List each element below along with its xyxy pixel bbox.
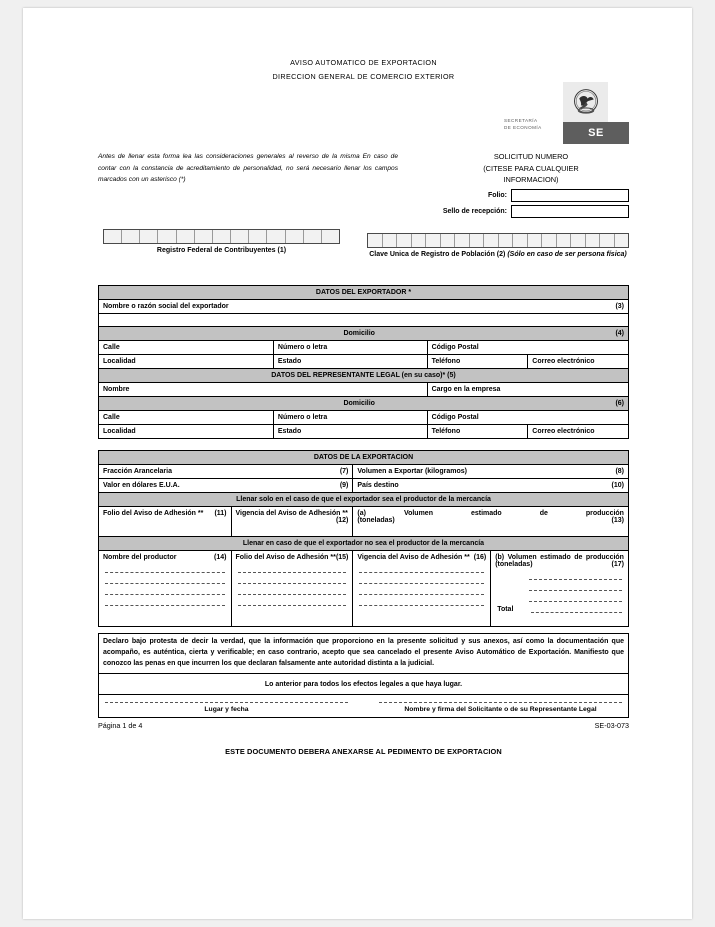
character-cell[interactable] — [441, 234, 456, 247]
representante-codigo-postal[interactable]: Código Postal — [427, 411, 628, 425]
productor-si-band: Llenar solo en el caso de que el exportador sea el productor de la mercancía — [99, 493, 629, 507]
exportador-estado[interactable]: Estado — [273, 355, 427, 369]
exportador-nombre-label — [99, 300, 629, 314]
lugar-fecha-caption: Lugar y fecha — [204, 705, 249, 713]
character-cell[interactable] — [249, 230, 267, 243]
volumen-num: (8) — [615, 468, 624, 476]
volumen-exportar[interactable] — [353, 465, 629, 479]
productor-no-nombre-num: (14) — [214, 554, 227, 562]
productor-no-folio-num: (15) — [335, 554, 349, 562]
sello-input[interactable] — [511, 205, 629, 218]
solicitud-block — [433, 151, 629, 217]
rfc-block — [103, 229, 340, 255]
lugar-fecha-block — [105, 702, 348, 716]
exportador-codigo-postal[interactable]: Código Postal — [427, 341, 628, 355]
representante-band: DATOS DEL REPRESENTANTE LEGAL (en su caso)* (5) — [99, 369, 629, 383]
character-cell[interactable] — [267, 230, 285, 243]
write-line[interactable] — [238, 575, 347, 584]
agency-caption-line2: DE ECONOMÍA — [504, 124, 542, 130]
curp-caption — [367, 250, 629, 259]
character-cell[interactable] — [600, 234, 615, 247]
character-cell[interactable] — [397, 234, 412, 247]
exportador-nombre-input[interactable] — [99, 314, 629, 327]
mexican-coat-of-arms-icon — [563, 82, 608, 122]
representante-nombre[interactable]: Nombre — [99, 383, 428, 397]
productor-si-volumen-headline — [357, 510, 624, 517]
character-cell[interactable] — [368, 234, 383, 247]
productor-si-volumen-marker: (a) — [357, 510, 366, 518]
productor-no-volumen-lines[interactable] — [495, 571, 624, 602]
exportador-telefono[interactable]: Teléfono — [427, 355, 528, 369]
representante-calle[interactable]: Calle — [99, 411, 274, 425]
productor-no-total-row — [497, 604, 622, 613]
character-cell[interactable] — [455, 234, 470, 247]
form-code: SE-03-073 — [594, 721, 629, 731]
exportador-domicilio-text: Domicilio — [343, 330, 375, 338]
character-cell[interactable] — [158, 230, 176, 243]
curp-block — [367, 233, 629, 259]
productor-no-vigencia-lines[interactable] — [357, 564, 486, 606]
character-cell[interactable] — [304, 230, 322, 243]
character-cell[interactable] — [140, 230, 158, 243]
character-cell[interactable] — [557, 234, 572, 247]
character-cell[interactable] — [412, 234, 427, 247]
exportador-domicilio-num: (4) — [615, 330, 624, 338]
lugar-fecha-input[interactable] — [105, 702, 348, 703]
page-number: Página 1 de 4 — [98, 721, 143, 731]
document-title-line2: DIRECCION GENERAL DE COMERCIO EXTERIOR — [272, 71, 455, 81]
fraccion-arancelaria[interactable] — [99, 465, 353, 479]
exportador-table — [98, 285, 629, 439]
productor-no-volumen-w2: estimado — [540, 554, 571, 562]
productor-no-folio-label: Folio del Aviso de Adhesión ** — [235, 554, 336, 562]
sello-label: Sello de recepción: — [442, 207, 507, 215]
solicitud-title-line1: SOLICITUD NUMERO — [493, 152, 569, 162]
productor-si-volumen-w1: Volumen — [403, 510, 433, 518]
document-header — [98, 56, 629, 83]
declaration-effects: Lo anterior para todos los efectos legales a que haya lugar. — [99, 673, 629, 694]
productor-si-volumen-num: (13) — [611, 517, 624, 525]
declaration-text: Declaro bajo protesta de decir la verdad, que la información que proporciono en la presente solicitud y sus anexos, así como la documentación que acompaño, es auténtica, cierta y verificable; en caso contrario, acepto que sea cancelado el presente Aviso Automático de Exportación. Manifiesto que conozco las penas en que incurren los que declaran falsamente ante autoridad distinta a la judicial. — [99, 634, 629, 674]
page-footer — [98, 721, 629, 730]
productor-no-volumen-w4: producción — [585, 554, 624, 562]
agency-caption — [504, 118, 570, 132]
exportacion-band: DATOS DE LA EXPORTACION — [99, 451, 629, 465]
exportador-nombre-text: Nombre o razón social del exportador — [103, 303, 229, 311]
exportador-domicilio-band — [99, 327, 629, 341]
productor-no-total-input[interactable] — [531, 604, 622, 613]
bottom-notice: ESTE DOCUMENTO DEBERA ANEXARSE AL PEDIMENTO DE EXPORTACION — [225, 747, 502, 757]
write-line[interactable] — [359, 586, 484, 595]
character-cell[interactable] — [426, 234, 441, 247]
productor-no-nombre-lines[interactable] — [103, 564, 227, 606]
productor-si-vigencia-label: Vigencia del Aviso de Adhesión ** — [235, 510, 348, 518]
exportador-localidad[interactable]: Localidad — [99, 355, 274, 369]
valor-num: (9) — [339, 482, 349, 490]
productor-no-volumen-headline — [495, 554, 624, 561]
exportador-correo[interactable]: Correo electrónico — [528, 355, 629, 369]
character-cell[interactable] — [383, 234, 398, 247]
document-page — [23, 8, 692, 919]
sello-row — [433, 205, 629, 218]
identifiers-row — [98, 229, 629, 285]
write-line[interactable] — [238, 564, 347, 573]
productor-si-volumen-w4: producción — [585, 510, 624, 518]
productor-no-folio[interactable] — [231, 551, 353, 627]
character-cell[interactable] — [322, 230, 339, 243]
representante-domicilio-band — [99, 397, 629, 411]
rfc-caption: Registro Federal de Contribuyentes (1) — [156, 247, 287, 255]
representante-localidad[interactable]: Localidad — [99, 425, 274, 439]
instructions-text: Antes de llenar esta forma lea las consideraciones generales al reverso de la misma En caso de contar con la constancia de acreditamiento de personalidad, no será necesario llenar los campos marcados con un asterisco (*) — [98, 153, 398, 184]
curp-caption-note: (Sólo en caso de ser persona física) — [507, 251, 627, 259]
write-line[interactable] — [105, 597, 225, 606]
productor-no-folio-lines[interactable] — [236, 564, 349, 606]
write-line[interactable] — [359, 597, 484, 606]
valor-dolares[interactable] — [99, 479, 353, 493]
productor-no-total-label: Total — [497, 606, 514, 614]
folio-label: Folio: — [487, 191, 507, 199]
character-cell[interactable] — [513, 234, 528, 247]
pais-destino[interactable] — [353, 479, 629, 493]
representante-numero[interactable]: Número o letra — [273, 411, 427, 425]
pais-num: (10) — [611, 482, 624, 490]
volumen-label: Volumen a Exportar (kilogramos) — [357, 468, 467, 476]
document-body — [98, 56, 629, 756]
productor-si-volumen[interactable] — [353, 507, 629, 537]
solicitud-title-line2: (CITESE PARA CUALQUIER — [483, 163, 579, 173]
valor-label: Valor en dólares E.U.A. — [103, 482, 180, 490]
character-cell[interactable] — [195, 230, 213, 243]
folio-row — [433, 189, 629, 202]
solicitud-title-line3: INFORMACION) — [503, 175, 559, 185]
exportador-nombre-num: (3) — [615, 303, 624, 311]
productor-si-volumen-unit: (toneladas) — [357, 517, 395, 525]
character-cell[interactable] — [213, 230, 231, 243]
write-line[interactable] — [529, 593, 622, 602]
productor-no-volumen[interactable] — [491, 551, 629, 627]
productor-si-volumen-w3: de — [539, 510, 548, 518]
fraccion-num: (7) — [339, 468, 349, 476]
productor-no-volumen-w3: de — [574, 554, 583, 562]
character-cell[interactable] — [286, 230, 304, 243]
rfc-input-grid[interactable] — [103, 229, 340, 244]
character-cell[interactable] — [615, 234, 629, 247]
representante-cargo[interactable]: Cargo en la empresa — [427, 383, 628, 397]
write-line[interactable] — [105, 564, 225, 573]
productor-no-volumen-w1: Volumen — [507, 554, 537, 562]
firma-input[interactable] — [379, 702, 622, 703]
firma-block — [379, 702, 622, 716]
productor-no-band: Llenar en caso de que el exportador no sea el productor de la mercancía — [99, 537, 629, 551]
write-line[interactable] — [529, 571, 622, 580]
exportador-band: DATOS DEL EXPORTADOR * — [99, 286, 629, 300]
curp-caption-text: Clave Unica de Registro de Población (2) — [369, 251, 506, 259]
write-line[interactable] — [359, 575, 484, 584]
document-title-line1: AVISO AUTOMATICO DE EXPORTACION — [290, 58, 437, 67]
fraccion-label: Fracción Arancelaria — [103, 468, 172, 476]
productor-no-nombre[interactable] — [99, 551, 232, 627]
write-line[interactable] — [359, 564, 484, 573]
character-cell[interactable] — [528, 234, 543, 247]
character-cell[interactable] — [571, 234, 586, 247]
character-cell[interactable] — [586, 234, 601, 247]
solicitud-title — [433, 151, 629, 185]
representante-telefono[interactable]: Teléfono — [427, 425, 528, 439]
representante-estado[interactable]: Estado — [273, 425, 427, 439]
write-line[interactable] — [238, 597, 347, 606]
write-line[interactable] — [238, 586, 347, 595]
productor-si-folio-num: (11) — [214, 510, 227, 518]
character-cell[interactable] — [484, 234, 499, 247]
exportador-calle[interactable]: Calle — [99, 341, 274, 355]
productor-no-nombre-label: Nombre del productor — [103, 554, 177, 562]
representante-correo[interactable]: Correo electrónico — [528, 425, 629, 439]
se-wordmark: SE — [563, 122, 629, 144]
write-line[interactable] — [529, 582, 622, 591]
write-line[interactable] — [105, 586, 225, 595]
agency-logo — [504, 82, 629, 144]
character-cell[interactable] — [542, 234, 557, 247]
curp-input-grid[interactable] — [367, 233, 629, 248]
productor-no-volumen-marker: (b) — [495, 554, 505, 562]
instructions-row — [98, 151, 629, 227]
firma-caption: Nombre y firma del Solicitante o de su Representante Legal — [404, 705, 597, 713]
character-cell[interactable] — [104, 230, 122, 243]
character-cell[interactable] — [231, 230, 249, 243]
character-cell[interactable] — [470, 234, 485, 247]
representante-domicilio-num: (6) — [615, 400, 624, 408]
character-cell[interactable] — [122, 230, 140, 243]
signature-area — [99, 694, 629, 718]
folio-input[interactable] — [511, 189, 629, 202]
productor-si-folio[interactable] — [99, 507, 232, 537]
productor-si-volumen-w2: estimado — [470, 510, 502, 518]
exportacion-table — [98, 450, 629, 627]
representante-domicilio-text: Domicilio — [343, 400, 375, 408]
character-cell[interactable] — [499, 234, 514, 247]
productor-no-vigencia[interactable] — [353, 551, 491, 627]
agency-caption-line1: SECRETARÍA — [504, 118, 538, 123]
productor-si-folio-label: Folio del Aviso de Adhesión ** — [103, 510, 204, 518]
productor-no-volumen-num: (17) — [611, 561, 624, 569]
write-line[interactable] — [105, 575, 225, 584]
exportador-numero[interactable]: Número o letra — [273, 341, 427, 355]
character-cell[interactable] — [177, 230, 195, 243]
productor-si-vigencia-num: (12) — [335, 517, 349, 525]
productor-si-vigencia[interactable] — [231, 507, 353, 537]
pais-label: País destino — [357, 482, 399, 490]
productor-no-vigencia-label: Vigencia del Aviso de Adhesión ** — [357, 554, 470, 562]
declaration-table — [98, 633, 629, 718]
section-spacer — [98, 439, 629, 450]
productor-no-volumen-unit: (toneladas) — [495, 561, 533, 569]
productor-no-vigencia-num: (16) — [473, 554, 487, 562]
